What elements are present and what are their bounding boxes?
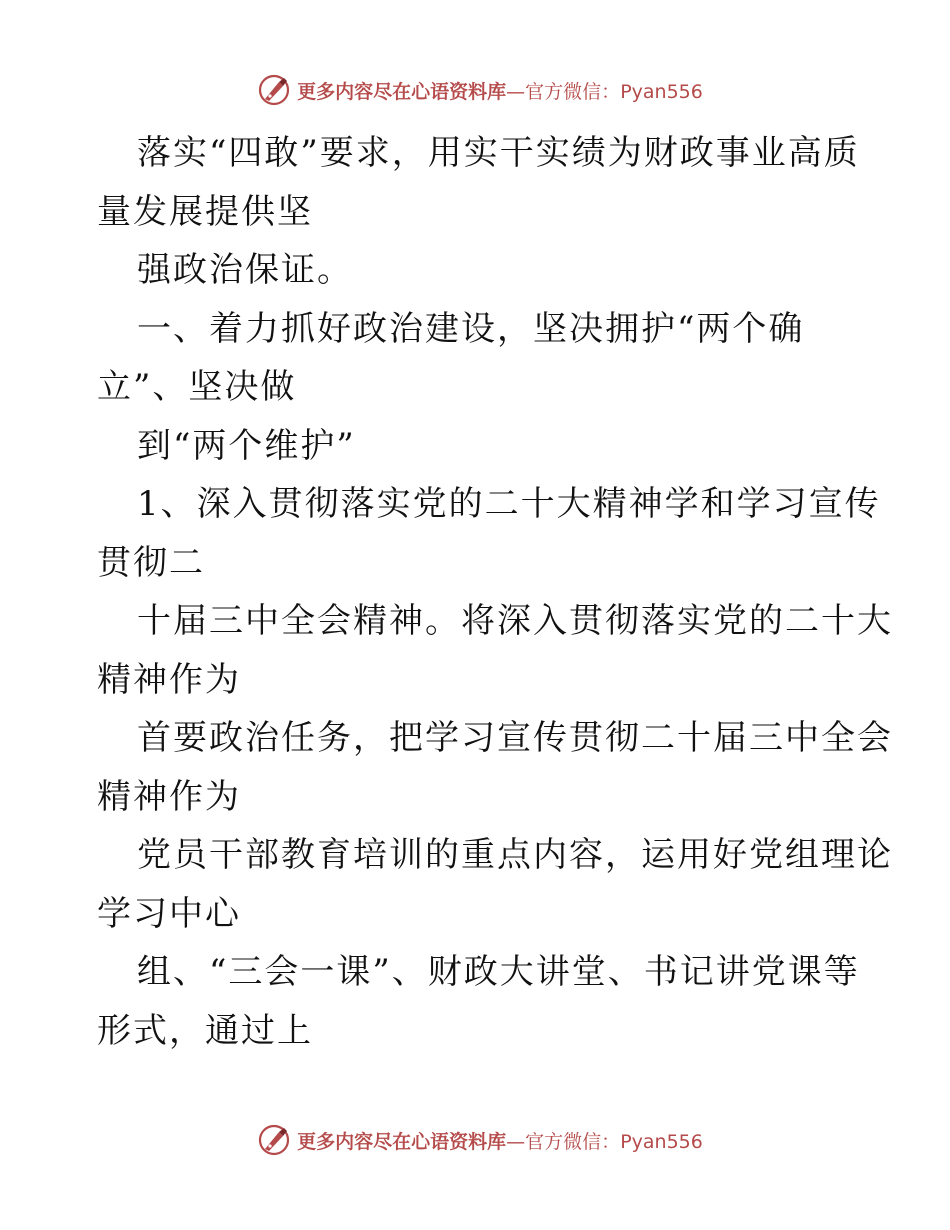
document-body <box>97 124 893 1060</box>
body-line: 形式，通过上 <box>97 1010 313 1051</box>
pen-nib-logo-icon <box>257 73 291 107</box>
body-line: 党员干部教育培训的重点内容，运用好党组理论 <box>137 835 893 875</box>
body-line: 到“两个维护” <box>137 425 356 466</box>
footer-banner-inner <box>257 1123 703 1157</box>
body-line: 精神作为 <box>97 776 241 817</box>
header-banner-inner <box>257 73 703 107</box>
header-banner-text <box>297 77 703 104</box>
body-line: 量发展提供坚 <box>97 191 313 232</box>
footer-banner-site-name: 更多内容尽在心语资料库 <box>297 1130 507 1153</box>
footer-watermark-banner <box>0 1120 950 1160</box>
body-line: 组、“三会一课”、财政大讲堂、书记讲党课等 <box>137 952 860 992</box>
body-line: 十届三中全会精神。将深入贯彻落实党的二十大 <box>137 601 893 641</box>
body-line: 一、着力抓好政治建设，坚决拥护“两个确 <box>137 308 805 349</box>
header-banner-wechat-label: —官方微信： <box>506 80 621 103</box>
body-line: 贯彻二 <box>97 542 205 583</box>
footer-banner-text <box>297 1127 703 1154</box>
footer-banner-wechat-label: —官方微信： <box>506 1130 621 1153</box>
body-line: 1、深入贯彻落实党的二十大精神学和学习宣传 <box>137 484 881 524</box>
pen-nib-logo-icon <box>257 1123 291 1157</box>
header-watermark-banner <box>0 70 950 110</box>
body-line: 学习中心 <box>97 893 241 934</box>
body-line: 落实“四敢”要求，用实干实绩为财政事业高质 <box>137 133 860 173</box>
body-line: 强政治保证。 <box>137 250 353 290</box>
header-banner-wechat-id: Pyan556 <box>620 80 703 103</box>
header-banner-site-name: 更多内容尽在心语资料库 <box>297 80 507 103</box>
body-line: 首要政治任务，把学习宣传贯彻二十届三中全会 <box>137 718 893 758</box>
footer-banner-wechat-id: Pyan556 <box>620 1130 703 1153</box>
body-line: 立”、坚决做 <box>97 367 297 407</box>
body-line: 精神作为 <box>97 659 241 700</box>
